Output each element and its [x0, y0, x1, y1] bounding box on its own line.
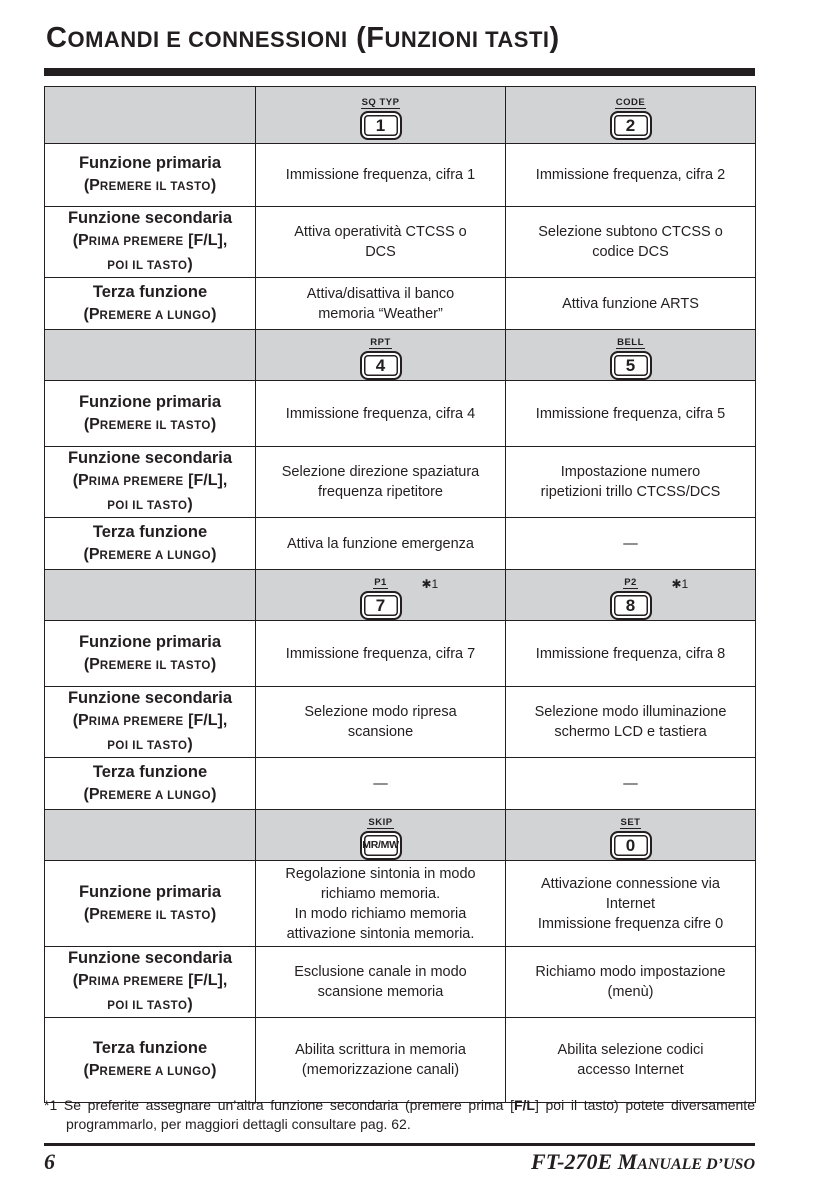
- function-cell: —: [506, 758, 756, 810]
- third-row: [45, 518, 756, 570]
- primary-row: [45, 861, 756, 947]
- title-rule: [44, 68, 755, 76]
- key-7: [360, 576, 439, 620]
- keycap-icon: MR/MW: [360, 831, 402, 860]
- key-8: [610, 576, 689, 620]
- third-label: Terza funzione (PREMERE A LUNGO): [45, 758, 256, 810]
- empty-header-cell: [45, 330, 256, 381]
- function-cell: Attiva/disattiva il banco memoria “Weather”: [256, 278, 506, 330]
- function-cell: Regolazione sintonia in modo richiamo memoria. In modo richiamo memoria attivazione sintonia memoria.: [256, 861, 506, 947]
- function-cell: Impostazione numero ripetizioni trillo CTCSS/DCS: [506, 447, 756, 518]
- empty-header-cell: [45, 87, 256, 144]
- key-secondary-label: SKIP: [368, 816, 393, 828]
- third-row: [45, 278, 756, 330]
- empty-header-cell: [45, 570, 256, 621]
- third-label: Terza funzione (PREMERE A LUNGO): [45, 1018, 256, 1103]
- key-1: [360, 97, 402, 140]
- function-cell: Attiva funzione ARTS: [506, 278, 756, 330]
- secondary-row: [45, 687, 756, 758]
- key-secondary-label: RPT: [370, 336, 391, 348]
- function-cell: Richiamo modo impostazione (menù): [506, 947, 756, 1018]
- key-cell: [256, 570, 506, 621]
- third-row: [45, 758, 756, 810]
- key-functions-table: [44, 86, 756, 1103]
- key-cell: [506, 330, 756, 381]
- key-cell: [256, 330, 506, 381]
- footnote-key: F/L: [513, 1097, 535, 1113]
- key-secondary-label: P2: [624, 576, 637, 588]
- key-cell: [256, 810, 506, 861]
- secondary-label: Funzione secondaria (PRIMA PREMERE [F/L], POI IL TASTO): [45, 447, 256, 518]
- key-4: [360, 337, 402, 380]
- function-cell: Selezione direzione spaziatura frequenza ripetitore: [256, 447, 506, 518]
- footer-rule: [44, 1143, 755, 1146]
- footnote-mark: *1: [44, 1097, 58, 1113]
- secondary-row: [45, 947, 756, 1018]
- empty-header-cell: [45, 810, 256, 861]
- key-secondary-label: SQ TYP: [361, 96, 400, 108]
- secondary-label: Funzione secondaria (PRIMA PREMERE [F/L], POI IL TASTO): [45, 687, 256, 758]
- primary-row: [45, 144, 756, 207]
- function-cell: —: [506, 518, 756, 570]
- primary-row: [45, 621, 756, 687]
- key-row: [45, 330, 756, 381]
- primary-label: Funzione primaria (PREMERE IL TASTO): [45, 861, 256, 947]
- function-cell: Immissione frequenza, cifra 2: [506, 144, 756, 207]
- keycap-icon: 2: [610, 111, 652, 140]
- secondary-label: Funzione secondaria (PRIMA PREMERE [F/L], POI IL TASTO): [45, 207, 256, 278]
- function-cell: Abilita selezione codici accesso Internet: [506, 1018, 756, 1103]
- key-secondary-label: SET: [620, 816, 641, 828]
- function-cell: Attiva la funzione emergenza: [256, 518, 506, 570]
- key-row: [45, 810, 756, 861]
- keycap-icon: 7: [360, 591, 402, 620]
- function-cell: Immissione frequenza, cifra 8: [506, 621, 756, 687]
- key-cell: [256, 87, 506, 144]
- secondary-row: [45, 207, 756, 278]
- primary-row: [45, 381, 756, 447]
- primary-label: Funzione primaria (PREMERE IL TASTO): [45, 621, 256, 687]
- keycap-icon: 1: [360, 111, 402, 140]
- secondary-row: [45, 447, 756, 518]
- third-label: Terza funzione (PREMERE A LUNGO): [45, 518, 256, 570]
- key-cell: [506, 87, 756, 144]
- keycap-icon: 0: [610, 831, 652, 860]
- key-row: [45, 570, 756, 621]
- function-cell: Immissione frequenza, cifra 4: [256, 381, 506, 447]
- function-cell: Esclusione canale in modo scansione memoria: [256, 947, 506, 1018]
- function-cell: Immissione frequenza, cifra 5: [506, 381, 756, 447]
- key-secondary-label: CODE: [615, 96, 646, 108]
- third-row: [45, 1018, 756, 1103]
- manual-title: FT-270E MANUALE D’USO: [531, 1149, 755, 1174]
- function-cell: Selezione modo ripresa scansione: [256, 687, 506, 758]
- function-cell: Immissione frequenza, cifra 1: [256, 144, 506, 207]
- footnote-marker: ✱1: [671, 576, 689, 591]
- key-cell: [506, 570, 756, 621]
- secondary-label: Funzione secondaria (PRIMA PREMERE [F/L], POI IL TASTO): [45, 947, 256, 1018]
- function-cell: Abilita scrittura in memoria (memorizzazione canali): [256, 1018, 506, 1103]
- function-cell: Attivazione connessione via Internet Immissione frequenza cifre 0: [506, 861, 756, 947]
- page-number: 6: [44, 1149, 55, 1174]
- key-row: [45, 87, 756, 144]
- key-0: [610, 817, 652, 860]
- function-cell: —: [256, 758, 506, 810]
- page-title: COMANDI E CONNESSIONI (FUNZIONI TASTI): [46, 22, 560, 54]
- primary-label: Funzione primaria (PREMERE IL TASTO): [45, 381, 256, 447]
- third-label: Terza funzione (PREMERE A LUNGO): [45, 278, 256, 330]
- keycap-icon: 4: [360, 351, 402, 380]
- key-secondary-label: BELL: [617, 336, 644, 348]
- key-secondary-label: P1: [374, 576, 387, 588]
- key-2: [610, 97, 652, 140]
- function-cell: Selezione subtono CTCSS o codice DCS: [506, 207, 756, 278]
- key-mr-mw: [360, 817, 402, 860]
- footnote-marker: ✱1: [421, 576, 439, 591]
- keycap-icon: 5: [610, 351, 652, 380]
- key-cell: [506, 810, 756, 861]
- key-5: [610, 337, 652, 380]
- function-cell: Selezione modo illuminazione schermo LCD e tastiera: [506, 687, 756, 758]
- primary-label: Funzione primaria (PREMERE IL TASTO): [45, 144, 256, 207]
- function-cell: Immissione frequenza, cifra 7: [256, 621, 506, 687]
- function-cell: Attiva operatività CTCSS o DCS: [256, 207, 506, 278]
- keycap-icon: 8: [610, 591, 652, 620]
- footnote: *1 Se preferite assegnare un’altra funzione secondaria (premere prima [F/L] poi il tasto) potete diversamente programmarlo, per maggiori dettagli consultare pag. 62.: [44, 1097, 755, 1132]
